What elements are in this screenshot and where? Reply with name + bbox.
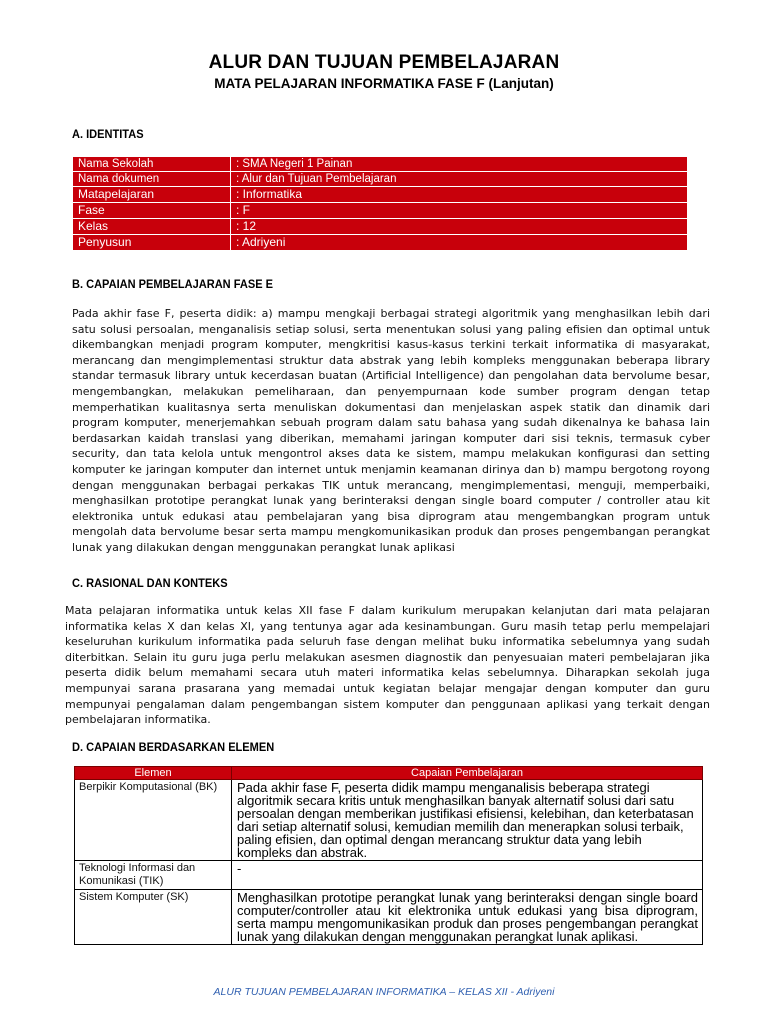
identity-value: : SMA Negeri 1 Painan bbox=[231, 157, 688, 172]
element-name: Berpikir Komputasional (BK) bbox=[75, 780, 232, 861]
identity-row bbox=[73, 187, 688, 203]
identity-key: Fase bbox=[73, 203, 231, 219]
footer-title: ALUR TUJUAN PEMBELAJARAN INFORMATIKA – KELAS XII bbox=[213, 986, 508, 998]
section-c-heading: C. RASIONAL DAN KONTEKS bbox=[72, 576, 228, 590]
identity-key: Nama dokumen bbox=[73, 172, 231, 187]
element-capaian: Pada akhir fase F, peserta didik mampu menganalisis beberapa strategi algoritmik secara kritis untuk menghasilkan banyak alternatif solusi dari satu persoalan dengan memberikan justifikasi efisiensi, kelebihan, dan keterbatasan dari setiap alternatif solusi, kemudian memilih dan menerapkan solusi terbaik, paling efisien, dan optimal dengan merancang struktur data yang lebih kompleks dan abstrak. bbox=[232, 780, 703, 861]
element-row bbox=[75, 780, 703, 861]
section-d-heading: D. CAPAIAN BERDASARKAN ELEMEN bbox=[72, 740, 275, 754]
page-footer bbox=[0, 986, 768, 998]
identity-key: Penyusun bbox=[73, 235, 231, 251]
identity-row bbox=[73, 157, 688, 172]
document-subtitle: MATA PELAJARAN INFORMATIKA FASE F (Lanjutan) bbox=[214, 76, 554, 91]
section-c-paragraph: Mata pelajaran informatika untuk kelas XII fase F dalam kurikulum merupakan kelanjutan dari mata pelajaran informatika kelas X dan kelas XI, yang tentunya agar ada kesinambungan. Guru masih tetap perlu mempelajari keseluruhan kurikulum informatika pada seluruh fase dengan melihat buku informatika sebelumnya yang sudah diterbitkan. Selain itu guru juga perlu melakukan asesmen diagnostik dan penyesuaian materi pembelajaran jika peserta didik belum memahami secara utuh materi informatika kelas sebelumnya. Diharapkan sekolah juga mempunyai sarana prasarana yang memadai untuk kegiatan belajar mengajar dengan komputer dan guru mempunyai pengalaman dalam pengembangan sistem komputer dan penggunaan aplikasi yang terkait dengan pembelajaran informatika. bbox=[65, 604, 710, 727]
element-row bbox=[75, 890, 703, 945]
element-capaian: Menghasilkan prototipe perangkat lunak yang berinteraksi dengan single board computer/controller atau kit elektronika untuk edukasi yang bisa diprogram, serta mampu mengomunikasikan produk dan proses pengembangan perangkat lunak yang dilakukan dengan menggunakan perangkat lunak aplikasi. bbox=[232, 890, 703, 945]
element-capaian: - bbox=[232, 861, 703, 890]
column-header-capaian: Capaian Pembelajaran bbox=[232, 767, 703, 780]
identity-key: Kelas bbox=[73, 219, 231, 235]
footer-author: - Adriyeni bbox=[507, 986, 555, 998]
identity-value: : Informatika bbox=[231, 187, 688, 203]
identity-row bbox=[73, 172, 688, 187]
identity-value: : 12 bbox=[231, 219, 688, 235]
identity-value: : Adriyeni bbox=[231, 235, 688, 251]
identity-value: : Alur dan Tujuan Pembelajaran bbox=[231, 172, 688, 187]
identity-row bbox=[73, 203, 688, 219]
section-b-heading: B. CAPAIAN PEMBELAJARAN FASE E bbox=[72, 277, 273, 291]
identity-row bbox=[73, 219, 688, 235]
section-b-paragraph: Pada akhir fase F, peserta didik: a) mampu mengkaji berbagai strategi algoritmik yang menghasilkan lebih dari satu solusi persoalan, menganalisis setiap solusi, serta menentukan solusi yang paling efisien dan optimal untuk dikembangkan menjadi program komputer, mengkritisi kasus-kasus terkini terkait informatika di masyarakat, merancang dan mengimplementasi struktur data abstrak yang lebih kompleks menggunakan beberapa library standar termasuk library untuk kecerdasan buatan (Artificial Intelligence) dan pengolahan data bervolume besar, mengembangkan, melakukan pemeliharaan, dan penyempurnaan kode sumber program dengan tetap memperhatikan kualitasnya serta menuliskan dokumentasi dan menjelaskan aspek statik dan dinamik dari program komputer, menerjemahkan sebuah program dalam satu bahasa yang sudah dikenalnya ke bahasa lain berdasarkan kaidah translasi yang diberikan, memahami jaringan komputer dari sisi teknis, termasuk cyber security, dan tata kelola untuk mengontrol akses data ke sistem, mampu melakukan konfigurasi dan setting komputer ke jaringan komputer dan internet untuk menjamin keamanan dirinya dan b) mampu bergotong royong dengan menggunakan berbagai perkakas TIK untuk merancang, mengimplementasi, menguji, memperbaiki, menghasilkan prototipe perangkat lunak yang berinteraksi dengan single board computer / controller atau kit elektronika untuk edukasi atau pembelajaran yang bisa diprogram atau mengembangkan program untuk mengolah data bervolume besar serta mampu mengkomunikasikan produk dan proses pengembangan perangkat lunak yang dilakukan dengan menggunakan perangkat lunak aplikasi bbox=[72, 307, 710, 554]
document-title: ALUR DAN TUJUAN PEMBELAJARAN bbox=[208, 52, 560, 73]
element-row bbox=[75, 861, 703, 890]
identity-key: Matapelajaran bbox=[73, 187, 231, 203]
identity-key: Nama Sekolah bbox=[73, 157, 231, 172]
element-name: Sistem Komputer (SK) bbox=[75, 890, 232, 945]
section-a-heading: A. IDENTITAS bbox=[72, 127, 144, 141]
identity-table bbox=[72, 156, 688, 251]
element-table-header bbox=[75, 767, 703, 780]
column-header-elemen: Elemen bbox=[75, 767, 232, 780]
identity-row bbox=[73, 235, 688, 251]
element-table bbox=[74, 766, 703, 945]
identity-value: : F bbox=[231, 203, 688, 219]
element-name: Teknologi Informasi dan Komunikasi (TIK) bbox=[75, 861, 232, 890]
